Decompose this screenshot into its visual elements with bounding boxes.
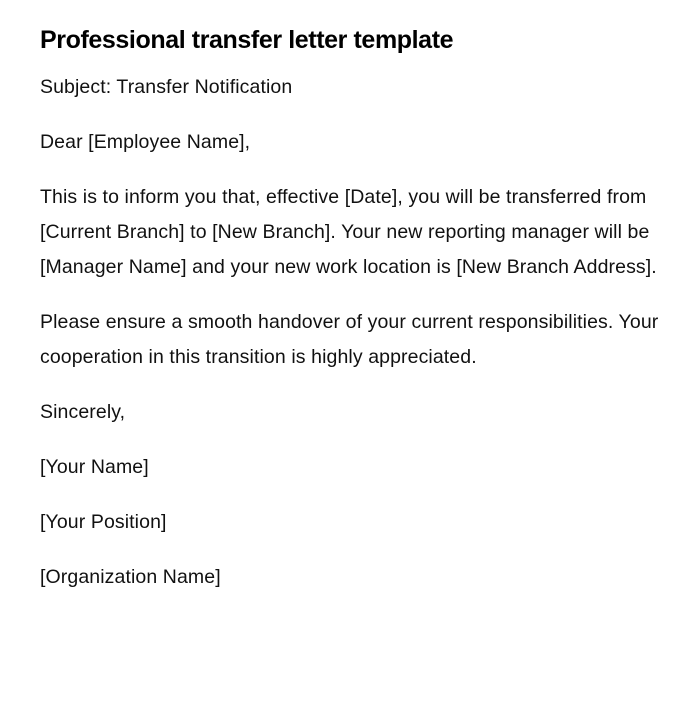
sender-position: [Your Position] bbox=[40, 511, 167, 533]
body-paragraph-2: Please ensure a smooth handover of your current responsibilities. Your cooperation in this transition is highly appreciated. bbox=[40, 311, 659, 368]
subject-line: Subject: Transfer Notification bbox=[40, 76, 293, 98]
sender-name: [Your Name] bbox=[40, 456, 149, 478]
body-paragraph-1: This is to inform you that, effective [Date], you will be transferred from [Current Branch] to [New Branch]. Your new reporting manager will be [Manager Name] and your new work location is [New Branch Address]. bbox=[40, 186, 657, 278]
organization-name: [Organization Name] bbox=[40, 566, 221, 588]
closing: Sincerely, bbox=[40, 401, 126, 423]
document-title: Professional transfer letter template bbox=[40, 26, 454, 54]
letter-document bbox=[40, 22, 660, 615]
salutation: Dear [Employee Name], bbox=[40, 131, 251, 153]
